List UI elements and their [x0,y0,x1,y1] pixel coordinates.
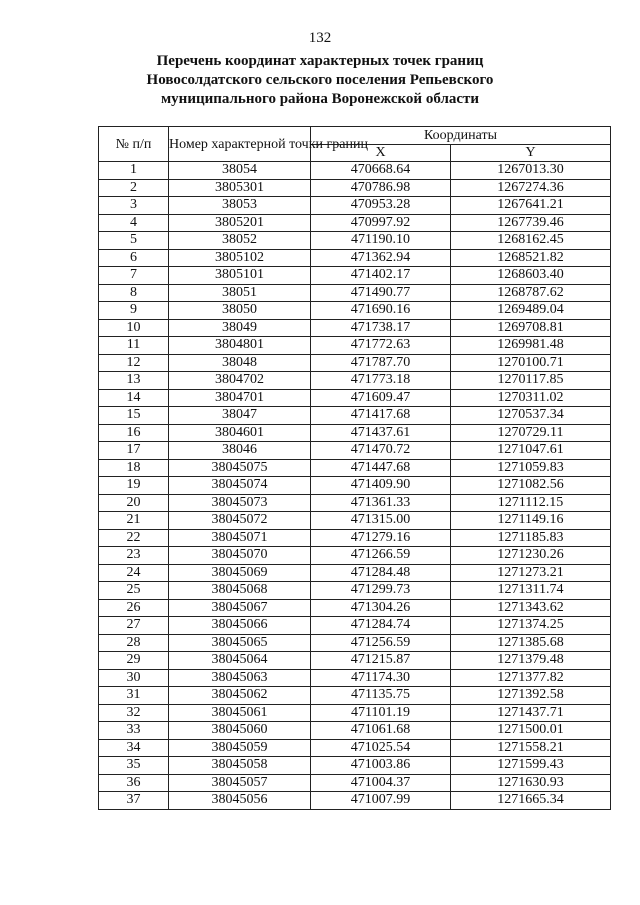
y-coordinate-cell: 1271230.26 [451,547,611,565]
table-body [99,162,611,810]
row-number-cell: 10 [99,319,169,337]
row-number-cell: 18 [99,459,169,477]
point-number-cell: 38045073 [169,494,311,512]
table-row [99,442,611,460]
x-coordinate-cell: 471738.17 [311,319,451,337]
y-coordinate-cell: 1271377.82 [451,669,611,687]
x-coordinate-cell: 470786.98 [311,179,451,197]
title-line: Новосолдатского сельского поселения Репьевского [146,72,494,88]
row-number-cell: 30 [99,669,169,687]
point-number-cell: 38045071 [169,529,311,547]
row-number-cell: 31 [99,687,169,705]
row-number-cell: 7 [99,267,169,285]
row-number-cell: 36 [99,774,169,792]
y-coordinate-cell: 1271082.56 [451,477,611,495]
table-row [99,232,611,250]
x-coordinate-cell: 471135.75 [311,687,451,705]
y-coordinate-cell: 1271630.93 [451,774,611,792]
row-number-cell: 21 [99,512,169,530]
y-coordinate-cell: 1271558.21 [451,739,611,757]
table-row [99,302,611,320]
table-row [99,477,611,495]
x-coordinate-cell: 471284.48 [311,564,451,582]
y-coordinate-cell: 1267013.30 [451,162,611,180]
point-number-cell: 38052 [169,232,311,250]
y-coordinate-cell: 1268787.62 [451,284,611,302]
y-coordinate-cell: 1270100.71 [451,354,611,372]
table-row [99,179,611,197]
y-coordinate-cell: 1271599.43 [451,757,611,775]
y-coordinate-cell: 1271343.62 [451,599,611,617]
point-number-cell: 38045057 [169,774,311,792]
point-number-cell: 38050 [169,302,311,320]
x-coordinate-cell: 471101.19 [311,704,451,722]
table-row [99,652,611,670]
table-row [99,197,611,215]
row-number-cell: 5 [99,232,169,250]
x-coordinate-cell: 471299.73 [311,582,451,600]
point-number-cell: 38053 [169,197,311,215]
document-title [100,52,540,109]
table-row [99,564,611,582]
point-number-cell: 38045063 [169,669,311,687]
x-coordinate-cell: 471284.74 [311,617,451,635]
point-number-cell: 38046 [169,442,311,460]
y-coordinate-cell: 1267274.36 [451,179,611,197]
point-number-cell: 38045056 [169,792,311,810]
table-row [99,722,611,740]
table-row [99,407,611,425]
row-number-cell: 2 [99,179,169,197]
x-coordinate-cell: 471490.77 [311,284,451,302]
y-coordinate-cell: 1269489.04 [451,302,611,320]
row-number-cell: 29 [99,652,169,670]
point-number-cell: 3805102 [169,249,311,267]
header-x: X [311,144,451,162]
y-coordinate-cell: 1271379.48 [451,652,611,670]
y-coordinate-cell: 1271059.83 [451,459,611,477]
point-number-cell: 38045070 [169,547,311,565]
x-coordinate-cell: 471061.68 [311,722,451,740]
row-number-cell: 26 [99,599,169,617]
point-number-cell: 3804801 [169,337,311,355]
table-row [99,389,611,407]
point-number-cell: 38054 [169,162,311,180]
x-coordinate-cell: 471215.87 [311,652,451,670]
point-number-cell: 38045064 [169,652,311,670]
table-row [99,354,611,372]
y-coordinate-cell: 1268521.82 [451,249,611,267]
table-row [99,599,611,617]
x-coordinate-cell: 471447.68 [311,459,451,477]
header-coordinates: Координаты [311,127,611,145]
row-number-cell: 14 [99,389,169,407]
table-row [99,792,611,810]
point-number-cell: 38045058 [169,757,311,775]
row-number-cell: 27 [99,617,169,635]
point-number-cell: 3804701 [169,389,311,407]
row-number-cell: 4 [99,214,169,232]
x-coordinate-cell: 471787.70 [311,354,451,372]
y-coordinate-cell: 1269981.48 [451,337,611,355]
x-coordinate-cell: 471256.59 [311,634,451,652]
table-row [99,547,611,565]
point-number-cell: 3804601 [169,424,311,442]
row-number-cell: 6 [99,249,169,267]
title-line: Перечень координат характерных точек границ [156,53,484,69]
y-coordinate-cell: 1271311.74 [451,582,611,600]
x-coordinate-cell: 470953.28 [311,197,451,215]
row-number-cell: 16 [99,424,169,442]
y-coordinate-cell: 1271500.01 [451,722,611,740]
x-coordinate-cell: 471361.33 [311,494,451,512]
y-coordinate-cell: 1271112.15 [451,494,611,512]
x-coordinate-cell: 471409.90 [311,477,451,495]
row-number-cell: 13 [99,372,169,390]
point-number-cell: 38045066 [169,617,311,635]
row-number-cell: 22 [99,529,169,547]
point-number-cell: 38045072 [169,512,311,530]
table-row [99,249,611,267]
x-coordinate-cell: 471174.30 [311,669,451,687]
y-coordinate-cell: 1270311.02 [451,389,611,407]
point-number-cell: 3805101 [169,267,311,285]
row-number-cell: 37 [99,792,169,810]
y-coordinate-cell: 1270537.34 [451,407,611,425]
row-number-cell: 15 [99,407,169,425]
y-coordinate-cell: 1271273.21 [451,564,611,582]
y-coordinate-cell: 1271437.71 [451,704,611,722]
point-number-cell: 38045060 [169,722,311,740]
x-coordinate-cell: 470997.92 [311,214,451,232]
row-number-cell: 11 [99,337,169,355]
header-number: № п/п [99,127,169,162]
point-number-cell: 38045065 [169,634,311,652]
point-number-cell: 38051 [169,284,311,302]
y-coordinate-cell: 1267641.21 [451,197,611,215]
x-coordinate-cell: 471004.37 [311,774,451,792]
header-y: Y [451,144,611,162]
x-coordinate-cell: 471437.61 [311,424,451,442]
table-row [99,757,611,775]
page-number: 132 [308,30,332,46]
table-row [99,424,611,442]
table-row [99,319,611,337]
row-number-cell: 28 [99,634,169,652]
x-coordinate-cell: 471007.99 [311,792,451,810]
row-number-cell: 24 [99,564,169,582]
x-coordinate-cell: 471417.68 [311,407,451,425]
table-row [99,529,611,547]
x-coordinate-cell: 471690.16 [311,302,451,320]
y-coordinate-cell: 1271185.83 [451,529,611,547]
x-coordinate-cell: 471315.00 [311,512,451,530]
row-number-cell: 35 [99,757,169,775]
x-coordinate-cell: 471266.59 [311,547,451,565]
table-row [99,512,611,530]
point-number-cell: 3805301 [169,179,311,197]
x-coordinate-cell: 471402.17 [311,267,451,285]
y-coordinate-cell: 1271149.16 [451,512,611,530]
row-number-cell: 20 [99,494,169,512]
row-number-cell: 23 [99,547,169,565]
table-row [99,774,611,792]
y-coordinate-cell: 1269708.81 [451,319,611,337]
row-number-cell: 19 [99,477,169,495]
point-number-cell: 38045074 [169,477,311,495]
point-number-cell: 38045069 [169,564,311,582]
point-number-cell: 38049 [169,319,311,337]
table-row [99,704,611,722]
x-coordinate-cell: 471190.10 [311,232,451,250]
row-number-cell: 9 [99,302,169,320]
row-number-cell: 1 [99,162,169,180]
table-row [99,617,611,635]
row-number-cell: 25 [99,582,169,600]
row-number-cell: 34 [99,739,169,757]
x-coordinate-cell: 471003.86 [311,757,451,775]
x-coordinate-cell: 471609.47 [311,389,451,407]
coordinates-table [98,126,611,810]
y-coordinate-cell: 1271665.34 [451,792,611,810]
y-coordinate-cell: 1268162.45 [451,232,611,250]
row-number-cell: 33 [99,722,169,740]
y-coordinate-cell: 1268603.40 [451,267,611,285]
table-row [99,372,611,390]
row-number-cell: 8 [99,284,169,302]
x-coordinate-cell: 471772.63 [311,337,451,355]
x-coordinate-cell: 471025.54 [311,739,451,757]
x-coordinate-cell: 471773.18 [311,372,451,390]
row-number-cell: 12 [99,354,169,372]
point-number-cell: 38047 [169,407,311,425]
y-coordinate-cell: 1270729.11 [451,424,611,442]
header-point-number: Номер характерной точки границ [169,127,311,162]
table-row [99,284,611,302]
table-row [99,739,611,757]
table-row [99,267,611,285]
table-row [99,162,611,180]
table-row [99,582,611,600]
table-row [99,214,611,232]
row-number-cell: 17 [99,442,169,460]
y-coordinate-cell: 1267739.46 [451,214,611,232]
table-row [99,459,611,477]
x-coordinate-cell: 471362.94 [311,249,451,267]
point-number-cell: 38045067 [169,599,311,617]
y-coordinate-cell: 1271047.61 [451,442,611,460]
y-coordinate-cell: 1271374.25 [451,617,611,635]
table-row [99,669,611,687]
point-number-cell: 38048 [169,354,311,372]
x-coordinate-cell: 471470.72 [311,442,451,460]
point-number-cell: 3805201 [169,214,311,232]
point-number-cell: 3804702 [169,372,311,390]
row-number-cell: 3 [99,197,169,215]
table-row [99,634,611,652]
point-number-cell: 38045068 [169,582,311,600]
point-number-cell: 38045062 [169,687,311,705]
x-coordinate-cell: 471279.16 [311,529,451,547]
point-number-cell: 38045059 [169,739,311,757]
y-coordinate-cell: 1271392.58 [451,687,611,705]
row-number-cell: 32 [99,704,169,722]
point-number-cell: 38045075 [169,459,311,477]
table-row [99,494,611,512]
y-coordinate-cell: 1271385.68 [451,634,611,652]
x-coordinate-cell: 470668.64 [311,162,451,180]
title-line: муниципального района Воронежской области [160,91,480,107]
y-coordinate-cell: 1270117.85 [451,372,611,390]
x-coordinate-cell: 471304.26 [311,599,451,617]
table-row [99,337,611,355]
point-number-cell: 38045061 [169,704,311,722]
table-row [99,687,611,705]
